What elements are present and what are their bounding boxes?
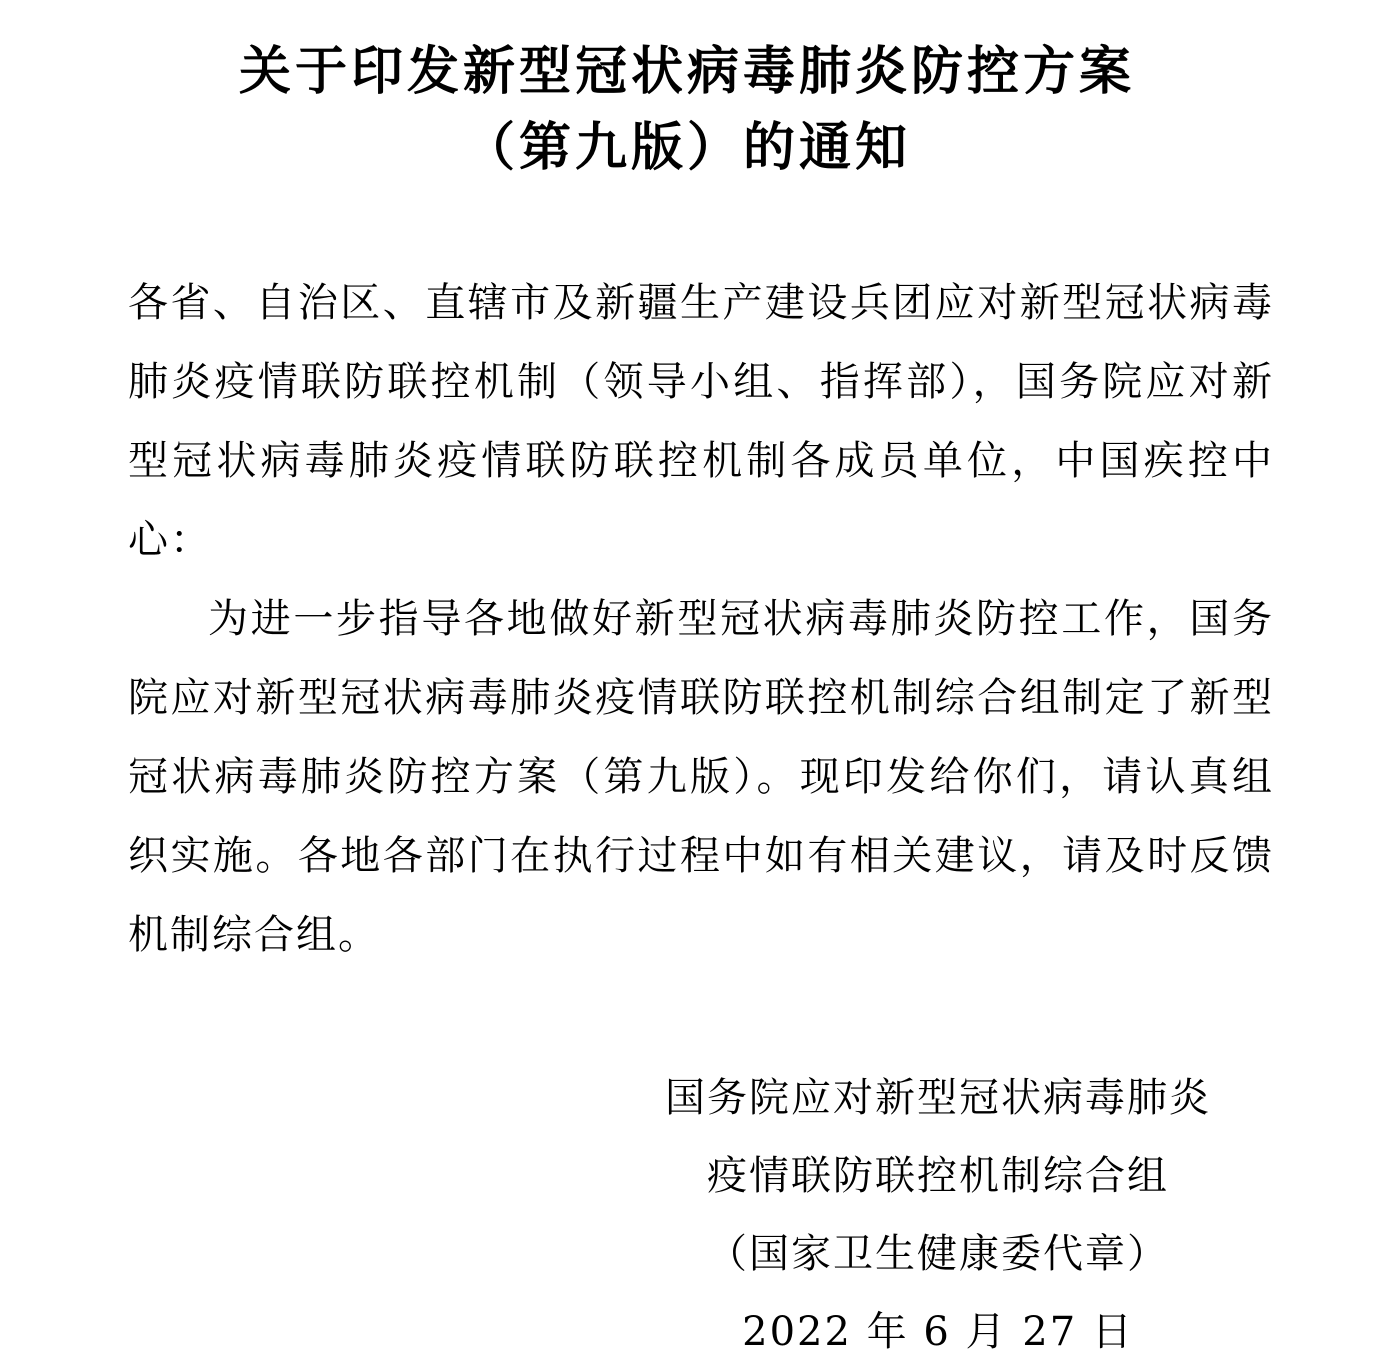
signature-date: 2022 年 6 月 27 日 <box>742 1309 1134 1350</box>
document-title-line1: 关于印发新型冠状病毒肺炎防控方案 <box>238 42 1135 102</box>
document-title-line2: （第九版）的通知 <box>462 118 911 178</box>
signature-org-line2: 疫情联防联控机制综合组 <box>707 1153 1169 1199</box>
addressee-paragraph: 各省、自治区、直辖市及新疆生产建设兵团应对新型冠状病毒肺炎疫情联防联控机制（领导小组、指挥部），国务院应对新型冠状病毒肺炎疫情联防联控机制各成员单位，中国疾控中心： <box>128 280 1274 563</box>
document-body <box>128 264 1274 975</box>
signature-seal-note: （国家卫生健康委代章） <box>707 1231 1169 1277</box>
document-title <box>0 34 1374 186</box>
main-paragraph: 为进一步指导各地做好新型冠状病毒肺炎防控工作，国务院应对新型冠状病毒肺炎疫情联防联控机制综合组制定了新型冠状病毒肺炎防控方案（第九版）。现印发给你们，请认真组织实施。各地各部门在执行过程中如有相关建议，请及时反馈机制综合组。 <box>128 596 1274 958</box>
signature-block <box>658 1059 1218 1350</box>
signature-org-line1: 国务院应对新型冠状病毒肺炎 <box>665 1075 1211 1121</box>
